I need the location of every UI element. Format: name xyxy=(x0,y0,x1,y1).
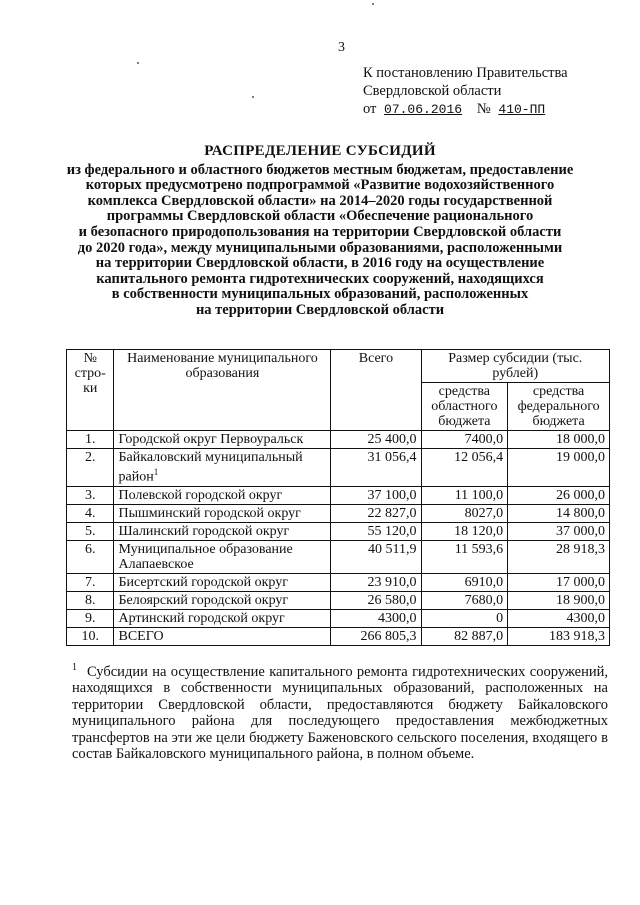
total-cell xyxy=(331,431,421,449)
total-cell-text: 23 910,0 xyxy=(367,574,417,590)
federal-budget-cell-text: 28 918,3 xyxy=(556,541,605,557)
municipality-cell-text: Шалинский городской округ xyxy=(118,523,290,539)
title-line: в собственности муниципальных образований, расположенных xyxy=(111,286,529,303)
table-row xyxy=(67,627,610,645)
row-number-cell-text: 4. xyxy=(84,505,96,521)
regional-budget-cell xyxy=(421,504,508,522)
total-cell-text: 31 056,4 xyxy=(367,450,417,465)
federal-budget-cell xyxy=(508,609,610,627)
row-number-cell xyxy=(67,486,114,504)
regional-budget-cell-text: 8027,0 xyxy=(464,505,504,521)
federal-budget-cell-text: 4300,0 xyxy=(566,610,605,626)
federal-budget-cell-text: 19 000,0 xyxy=(556,450,605,465)
footnote-text: Субсидии на осуществление капитального ремонта гидротехнических сооружений, находящихся в собственности муниципальных образований, расположенных на территории Свердловской области, предоставляются бюджету Байкаловского муниципального района для последующего предоставления межбюджетных трансфертов на эти же цели бюджету Баженовского сельского поселения, входящего в состав Байкаловского муниципального района, в полном объеме. xyxy=(72,663,608,763)
federal-budget-cell-text: 18 900,0 xyxy=(556,592,605,608)
municipality-cell-text: ВСЕГО xyxy=(118,628,164,644)
total-cell xyxy=(331,504,421,522)
row-number-cell-text: 3. xyxy=(84,487,96,503)
federal-budget-cell-text: 26 000,0 xyxy=(556,487,605,503)
total-cell-text: 25 400,0 xyxy=(367,432,417,447)
reference-line-2: Свердловской области xyxy=(363,83,502,99)
row-number-cell xyxy=(67,449,114,487)
municipality-cell xyxy=(114,486,331,504)
row-number-cell xyxy=(67,627,114,645)
header-federal-budget: средства федерального бюджета xyxy=(508,383,610,431)
table-row xyxy=(67,486,610,504)
footnote xyxy=(72,660,608,763)
regional-budget-cell-text: 82 887,0 xyxy=(454,628,504,644)
total-cell-text: 40 511,9 xyxy=(368,541,417,557)
municipality-cell xyxy=(114,573,331,591)
row-number-cell-text: 1. xyxy=(84,432,96,447)
reference-line-1: К постановлению Правительства xyxy=(363,65,568,81)
number-sign: № xyxy=(476,101,491,117)
regional-budget-cell-text: 0 xyxy=(496,610,504,626)
title-line: капитального ремонта гидротехнических сооружений, находящихся xyxy=(96,270,544,287)
federal-budget-cell-text: 18 000,0 xyxy=(556,432,605,447)
table-row xyxy=(67,431,610,449)
regional-budget-cell-text: 18 120,0 xyxy=(454,523,504,539)
row-number-cell-text: 9. xyxy=(84,610,96,626)
header-municipality: Наименование муниципального образования xyxy=(114,350,331,431)
total-cell xyxy=(331,540,421,573)
regional-budget-cell-text: 6910,0 xyxy=(464,574,504,590)
title-main: РАСПРЕДЕЛЕНИЕ СУБСИДИЙ xyxy=(204,143,436,159)
federal-budget-cell xyxy=(508,431,610,449)
reference-block xyxy=(363,64,568,119)
page-number: 3 xyxy=(338,40,345,55)
row-number-cell-text: 10. xyxy=(81,628,99,644)
title-line: на территории Свердловской области, в 2016 году на осуществление xyxy=(95,255,545,272)
municipality-cell xyxy=(114,609,331,627)
total-cell-text: 4300,0 xyxy=(378,610,417,626)
total-cell-text: 55 120,0 xyxy=(367,523,417,539)
table-row xyxy=(67,449,610,487)
federal-budget-cell xyxy=(508,504,610,522)
regional-budget-cell-text: 12 056,4 xyxy=(454,450,504,465)
row-number-cell xyxy=(67,431,114,449)
total-cell xyxy=(331,449,421,487)
row-number-cell-text: 6. xyxy=(84,541,96,557)
row-number-cell-text: 7. xyxy=(84,574,96,590)
title-line: комплекса Свердловской области» на 2014–2020 годы государственной xyxy=(87,192,553,209)
row-number-cell-text: 2. xyxy=(84,450,96,465)
federal-budget-cell xyxy=(508,591,610,609)
document-number: 410-ПП xyxy=(498,102,546,117)
municipality-cell-text: Пышминский городской округ xyxy=(118,505,301,521)
municipality-cell-text: Артинский городской округ xyxy=(118,610,285,626)
row-number-cell-text: 8. xyxy=(84,592,96,608)
table-body xyxy=(67,431,610,646)
table-row xyxy=(67,504,610,522)
title-line: программы Свердловской области «Обеспечение рационального xyxy=(106,208,534,225)
header-row-number: № стро-ки xyxy=(67,350,114,431)
municipality-cell-text: Бисертский городской округ xyxy=(118,574,288,590)
table-row xyxy=(67,540,610,573)
header-total: Всего xyxy=(331,350,421,431)
regional-budget-cell xyxy=(421,431,508,449)
table-row xyxy=(67,609,610,627)
regional-budget-cell xyxy=(421,609,508,627)
date-prefix: от xyxy=(363,101,377,117)
regional-budget-cell-text: 11 100,0 xyxy=(454,487,504,503)
regional-budget-cell xyxy=(421,627,508,645)
municipality-cell xyxy=(114,591,331,609)
reference-date-line xyxy=(363,100,568,119)
row-number-cell xyxy=(67,591,114,609)
scan-speck xyxy=(137,62,139,64)
total-cell xyxy=(331,573,421,591)
regional-budget-cell xyxy=(421,573,508,591)
header-subsidy-size: Размер субсидии (тыс. рублей) xyxy=(421,350,609,383)
total-cell-text: 26 580,0 xyxy=(367,592,417,608)
federal-budget-cell-text: 17 000,0 xyxy=(556,574,605,590)
table-row xyxy=(67,522,610,540)
total-cell-text: 266 805,3 xyxy=(360,628,417,644)
document-title xyxy=(60,144,580,319)
federal-budget-cell xyxy=(508,522,610,540)
document-date: 07.06.2016 xyxy=(384,102,463,117)
federal-budget-cell xyxy=(508,627,610,645)
total-cell xyxy=(331,522,421,540)
federal-budget-cell xyxy=(508,449,610,487)
regional-budget-cell-text: 7680,0 xyxy=(464,592,504,608)
federal-budget-cell xyxy=(508,540,610,573)
table-row xyxy=(67,591,610,609)
title-line: до 2020 года», между муниципальными образованиями, расположенными xyxy=(77,239,563,256)
total-cell xyxy=(331,609,421,627)
total-cell xyxy=(331,627,421,645)
federal-budget-cell xyxy=(508,486,610,504)
row-number-cell xyxy=(67,504,114,522)
municipality-cell xyxy=(114,540,331,573)
regional-budget-cell xyxy=(421,522,508,540)
regional-budget-cell-text: 11 593,6 xyxy=(454,541,504,557)
municipality-cell xyxy=(114,504,331,522)
federal-budget-cell xyxy=(508,573,610,591)
municipality-cell-text: Белоярский городской округ xyxy=(118,592,289,608)
federal-budget-cell-text: 14 800,0 xyxy=(556,505,605,521)
scan-speck xyxy=(252,96,254,98)
scan-speck xyxy=(372,3,374,5)
municipality-cell xyxy=(114,627,331,645)
title-line: из федерального и областного бюджетов местным бюджетам, предоставление xyxy=(66,161,574,178)
total-cell xyxy=(331,591,421,609)
regional-budget-cell xyxy=(421,449,508,487)
header-regional-budget: средства областного бюджета xyxy=(421,383,508,431)
regional-budget-cell xyxy=(421,540,508,573)
row-number-cell xyxy=(67,522,114,540)
title-line: и безопасного природопользования на территории Свердловской области xyxy=(78,223,562,240)
title-line: на территории Свердловской области xyxy=(195,301,445,318)
federal-budget-cell-text: 37 000,0 xyxy=(556,523,605,539)
municipality-cell xyxy=(114,449,331,487)
row-number-cell xyxy=(67,609,114,627)
municipality-cell-text: Байкаловский муниципальный район xyxy=(118,450,303,485)
regional-budget-cell-text: 7400,0 xyxy=(464,432,504,447)
table-header-row xyxy=(67,350,610,383)
row-number-cell xyxy=(67,540,114,573)
subsidy-table xyxy=(66,349,610,646)
row-number-cell xyxy=(67,573,114,591)
municipality-cell xyxy=(114,431,331,449)
municipality-cell xyxy=(114,522,331,540)
footnote-reference: 1 xyxy=(153,467,159,477)
federal-budget-cell-text: 183 918,3 xyxy=(549,628,605,644)
municipality-cell-text: Муниципальное образование Алапаевское xyxy=(118,541,293,572)
regional-budget-cell xyxy=(421,591,508,609)
regional-budget-cell xyxy=(421,486,508,504)
footnote-marker: 1 xyxy=(72,662,77,673)
total-cell-text: 37 100,0 xyxy=(367,487,417,503)
total-cell-text: 22 827,0 xyxy=(367,505,417,521)
municipality-cell-text: Полевской городской округ xyxy=(118,487,283,503)
municipality-cell-text: Городской округ Первоуральск xyxy=(118,432,304,447)
title-line: которых предусмотрено подпрограммой «Развитие водохозяйственного xyxy=(85,177,555,194)
total-cell xyxy=(331,486,421,504)
row-number-cell-text: 5. xyxy=(84,523,96,539)
table-row xyxy=(67,573,610,591)
